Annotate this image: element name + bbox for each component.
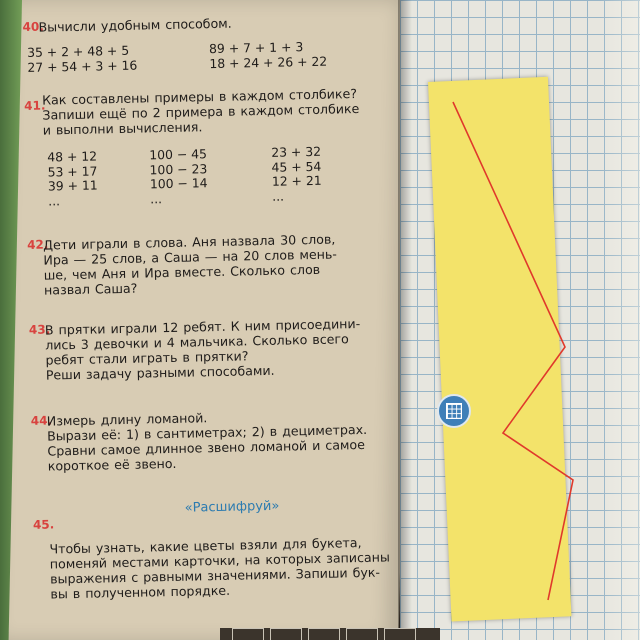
right-edge-highlight bbox=[600, 0, 640, 640]
task-number: 41. bbox=[24, 98, 46, 113]
task-text: Чтобы узнать, какие цветы взяли для букета, поменяй местами карточки, на которых записаны выражения с равными значениями. Запиши бук- вы в полученном порядке. bbox=[49, 535, 390, 602]
task-42 bbox=[26, 230, 407, 298]
task-44 bbox=[30, 406, 411, 474]
task-text: Измерь длину ломаной. Вырази её: 1) в сантиметрах; 2) в дециметрах. Сравни самое длинное звено ломаной и самое короткое её звено. bbox=[46, 410, 368, 474]
task-title: «Расшифруй» bbox=[184, 498, 280, 516]
task-43 bbox=[28, 315, 409, 383]
task-text: Вычисли удобным способом. bbox=[38, 15, 232, 35]
examples-col-1: 35 + 2 + 48 + 5 27 + 54 + 3 + 16 bbox=[26, 42, 138, 75]
task-number: 44. bbox=[30, 413, 53, 428]
task-40 bbox=[22, 12, 402, 75]
grid-tab-icon bbox=[437, 394, 471, 428]
yellow-card bbox=[428, 77, 571, 622]
task-text: Как составлены примеры в каждом столбике? Запиши ещё по 2 примера в каждом столбике и выполни вычисления. bbox=[41, 86, 360, 138]
task-number: 43. bbox=[28, 322, 51, 337]
examples-col-3: 23 + 32 45 + 54 12 + 21 ... bbox=[271, 143, 322, 204]
task-number: 42. bbox=[26, 237, 49, 252]
task-number: 40. bbox=[22, 19, 44, 34]
task-text: Дети играли в слова. Аня назвала 30 слов, Ира — 25 слов, а Саша — на 20 слов мень- ше, чем Аня и Ира вместе. Сколько слов назвал Саша? bbox=[42, 231, 338, 298]
task-45 bbox=[32, 498, 413, 602]
grid-icon bbox=[446, 403, 462, 419]
task-41 bbox=[24, 85, 404, 208]
task-text: В прятки играли 12 ребят. К ним присоедини- лись 3 девочки и 4 мальчика. Сколько всего ребят стали играть в прятки? Реши задачу разными способами. bbox=[44, 315, 361, 383]
examples-col-2: 89 + 7 + 1 + 3 18 + 24 + 26 + 22 bbox=[208, 39, 328, 71]
examples-col-1: 48 + 12 53 + 17 39 + 11 ... bbox=[47, 148, 98, 208]
text-content bbox=[22, 0, 427, 640]
examples-col-2: 100 − 45 100 − 23 100 − 14 ... bbox=[149, 146, 208, 206]
task-number: 45. bbox=[32, 517, 55, 532]
